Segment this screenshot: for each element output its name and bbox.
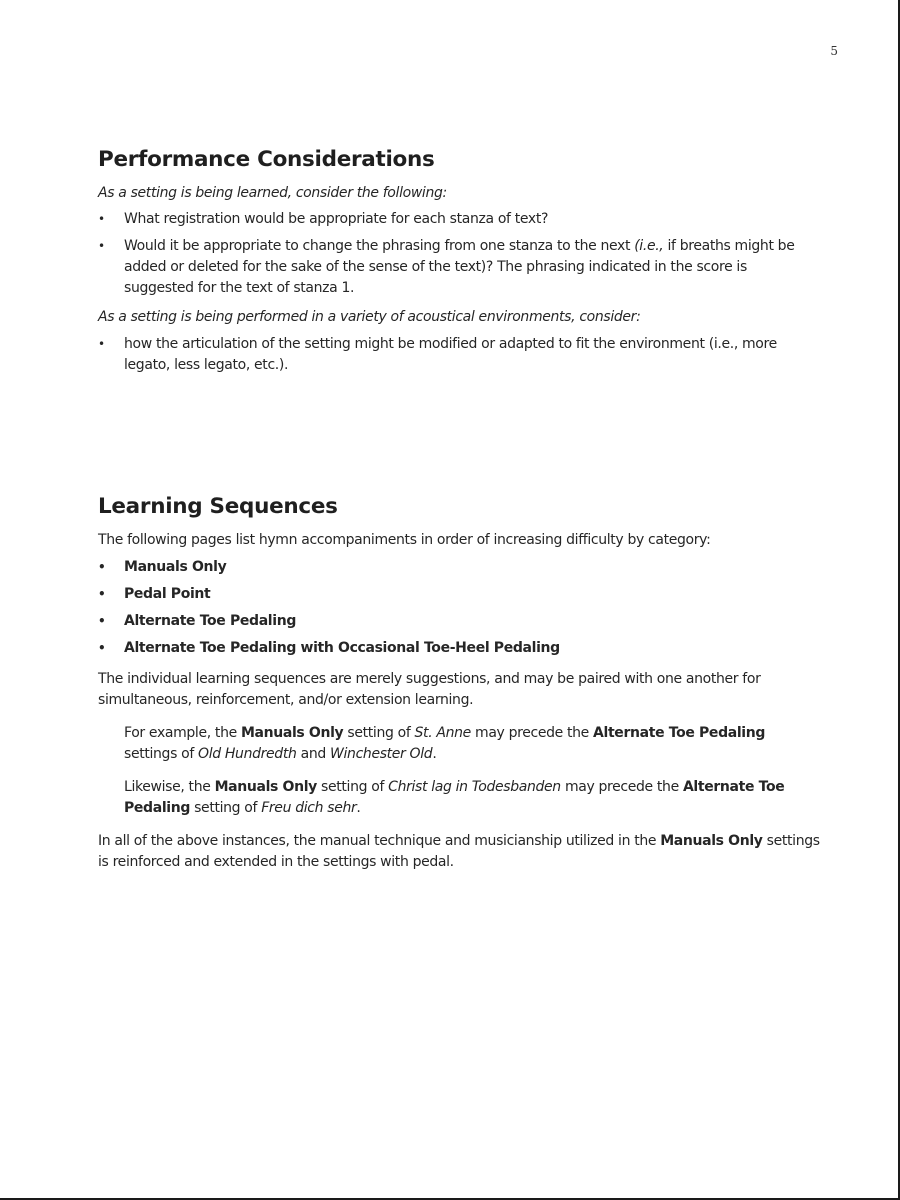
- list-item: • What registration would be appropriate for each stanza of text?: [98, 209, 820, 230]
- text-run: In all of the above instances, the manual technique and musicianship utilized in the: [98, 833, 661, 849]
- text-run: setting of: [190, 800, 262, 816]
- learned-intro: As a setting is being learned, consider the following:: [98, 185, 447, 201]
- closing-paragraph: [98, 831, 820, 873]
- category-item-manuals-only: • Manuals Only: [98, 557, 820, 578]
- list-item-text: if breaths might be added or deleted for the sake of the sense of the text)? The phrasing indicated in the score is suggested for the text of stanza 1.: [124, 238, 795, 296]
- text-run: may precede the: [470, 725, 594, 741]
- learned-bullet-list: [98, 209, 820, 299]
- bold-run: Alternate Toe Pedaling: [124, 779, 785, 816]
- italic-run: Freu dich sehr: [261, 800, 357, 816]
- text-run: .: [432, 746, 437, 762]
- bold-run: Manuals Only: [240, 725, 344, 741]
- text-run: settings of: [124, 746, 199, 762]
- performance-considerations-section: [98, 145, 820, 382]
- text-run: setting of: [316, 779, 389, 795]
- page-number: 5: [830, 44, 838, 58]
- italic-run: Winchester Old: [330, 746, 433, 762]
- text-run: and: [296, 746, 331, 762]
- italic-run: Old Hundredth: [198, 746, 297, 762]
- learning-sequences-section: [98, 492, 820, 885]
- performance-heading: Performance Considerations: [98, 147, 435, 172]
- text-run: settings is reinforced and extended in the settings with pedal.: [98, 833, 820, 870]
- italic-run: St. Anne: [414, 725, 471, 741]
- learning-heading: Learning Sequences: [98, 494, 338, 519]
- example-paragraph-1: [98, 723, 820, 765]
- text-run: setting of: [343, 725, 415, 741]
- list-item: [98, 236, 820, 299]
- suggestions-paragraph: The individual learning sequences are merely suggestions, and may be paired with one another for simultaneous, reinforcement, and/or extension learning.: [98, 671, 761, 708]
- text-run: may precede the: [560, 779, 683, 795]
- list-item-italic: (i.e.,: [634, 238, 664, 254]
- learning-intro: The following pages list hymn accompaniments in order of increasing difficulty by category:: [98, 532, 711, 548]
- list-item: • how the articulation of the setting might be modified or adapted to fit the environment (i.e., more legato, less legato, etc.).: [98, 334, 820, 376]
- bold-run: Manuals Only: [660, 833, 763, 849]
- category-item-alternate-toe: • Alternate Toe Pedaling: [98, 611, 820, 632]
- example-paragraph-2: [98, 777, 820, 819]
- category-list: [98, 557, 820, 659]
- bold-run: Alternate Toe Pedaling: [593, 725, 766, 741]
- text-run: For example, the: [124, 725, 241, 741]
- text-run: .: [356, 800, 361, 816]
- performed-bullet-list: [98, 334, 820, 376]
- text-run: Likewise, the: [124, 779, 215, 795]
- category-item-pedal-point: • Pedal Point: [98, 584, 820, 605]
- performed-intro: As a setting is being performed in a variety of acoustical environments, consider:: [98, 309, 641, 325]
- bold-run: Manuals Only: [214, 779, 317, 795]
- italic-run: Christ lag in Todesbanden: [388, 779, 561, 795]
- category-item-alternate-toe-heel: • Alternate Toe Pedaling with Occasional Toe-Heel Pedaling: [98, 638, 820, 659]
- list-item-text: Would it be appropriate to change the phrasing from one stanza to the next: [124, 238, 635, 254]
